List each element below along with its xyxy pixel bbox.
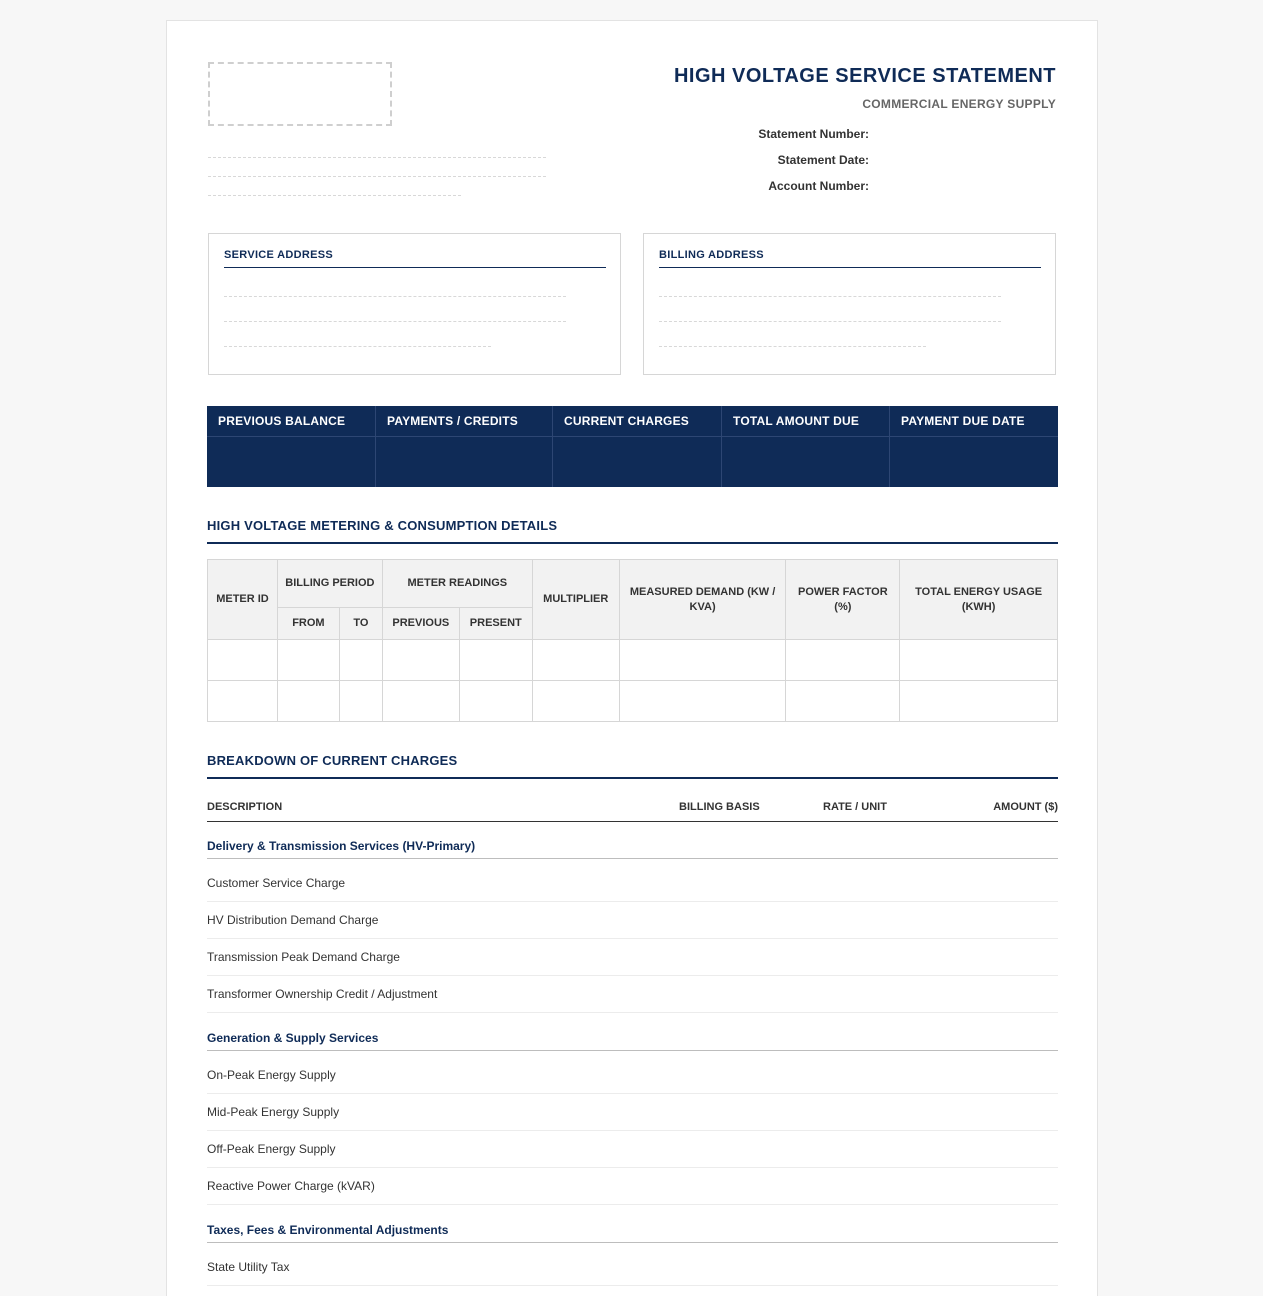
statement-date-label: Statement Date:	[777, 153, 869, 167]
charge-row: Off-Peak Energy Supply	[207, 1131, 1058, 1168]
summary-header: PAYMENT DUE DATE	[890, 406, 1058, 437]
statement-page	[166, 20, 1098, 1296]
table-row	[208, 640, 1058, 681]
charge-row: Reactive Power Charge (kVAR)	[207, 1168, 1058, 1205]
logo-placeholder	[208, 62, 392, 126]
metering-table	[207, 559, 1058, 722]
summary-payments-credits	[376, 406, 553, 487]
summary-current-charges	[553, 406, 722, 487]
charge-category-delivery: Delivery & Transmission Services (HV-Primary)	[207, 839, 1058, 859]
table-row	[208, 681, 1058, 722]
company-name-line	[208, 157, 546, 158]
company-contact-line	[208, 195, 461, 196]
col-billing-period: BILLING PERIOD	[277, 560, 382, 608]
col-meter-readings: METER READINGS	[382, 560, 532, 608]
address-line	[224, 346, 491, 347]
charge-category-taxes: Taxes, Fees & Environmental Adjustments	[207, 1223, 1058, 1243]
charge-row: Mid-Peak Energy Supply	[207, 1094, 1058, 1131]
account-summary-band	[207, 406, 1058, 487]
charge-row: Transmission Peak Demand Charge	[207, 939, 1058, 976]
service-address-label: SERVICE ADDRESS	[224, 249, 606, 268]
address-line	[659, 296, 1001, 297]
account-number-label: Account Number:	[768, 179, 869, 193]
charges-header-row	[207, 800, 1058, 822]
col-measured-demand: MEASURED DEMAND (KW / KVA)	[619, 560, 786, 640]
charge-row: On-Peak Energy Supply	[207, 1057, 1058, 1094]
statement-number-label: Statement Number:	[758, 127, 869, 141]
address-line	[659, 346, 926, 347]
col-total-energy-usage: TOTAL ENERGY USAGE (KWH)	[900, 560, 1058, 640]
summary-previous-balance	[207, 406, 376, 487]
col-description: DESCRIPTION	[207, 801, 283, 813]
charge-row: Customer Service Charge	[207, 865, 1058, 902]
col-meter-id: METER ID	[208, 560, 278, 640]
address-line	[224, 296, 566, 297]
summary-total-amount-due	[722, 406, 890, 487]
summary-header: TOTAL AMOUNT DUE	[722, 406, 889, 437]
charge-category-generation: Generation & Supply Services	[207, 1031, 1058, 1051]
charge-row: HV Distribution Demand Charge	[207, 902, 1058, 939]
col-from: FROM	[277, 608, 339, 640]
billing-address-box	[643, 233, 1056, 375]
charges-section-title: BREAKDOWN OF CURRENT CHARGES	[207, 753, 1058, 779]
summary-header: PREVIOUS BALANCE	[207, 406, 375, 437]
col-power-factor: POWER FACTOR (%)	[786, 560, 900, 640]
summary-header: CURRENT CHARGES	[553, 406, 721, 437]
charge-row: State Utility Tax	[207, 1249, 1058, 1286]
col-billing-basis: BILLING BASIS	[679, 801, 760, 813]
billing-address-label: BILLING ADDRESS	[659, 249, 1041, 268]
statement-meta	[758, 127, 869, 205]
address-line	[659, 321, 1001, 322]
company-address-line	[208, 176, 546, 177]
metering-section-title: HIGH VOLTAGE METERING & CONSUMPTION DETAILS	[207, 518, 1058, 544]
page-title: HIGH VOLTAGE SERVICE STATEMENT	[673, 65, 1056, 87]
col-previous: PREVIOUS	[382, 608, 459, 640]
col-multiplier: MULTIPLIER	[532, 560, 619, 640]
charge-row: Transformer Ownership Credit / Adjustment	[207, 976, 1058, 1013]
col-rate-unit: RATE / UNIT	[823, 801, 887, 813]
summary-payment-due-date	[890, 406, 1058, 487]
page-subtitle: COMMERCIAL ENERGY SUPPLY	[862, 97, 1056, 111]
address-line	[224, 321, 566, 322]
summary-header: PAYMENTS / CREDITS	[376, 406, 552, 437]
col-amount: AMOUNT ($)	[993, 801, 1058, 813]
col-to: TO	[339, 608, 382, 640]
col-present: PRESENT	[459, 608, 532, 640]
service-address-box	[208, 233, 621, 375]
